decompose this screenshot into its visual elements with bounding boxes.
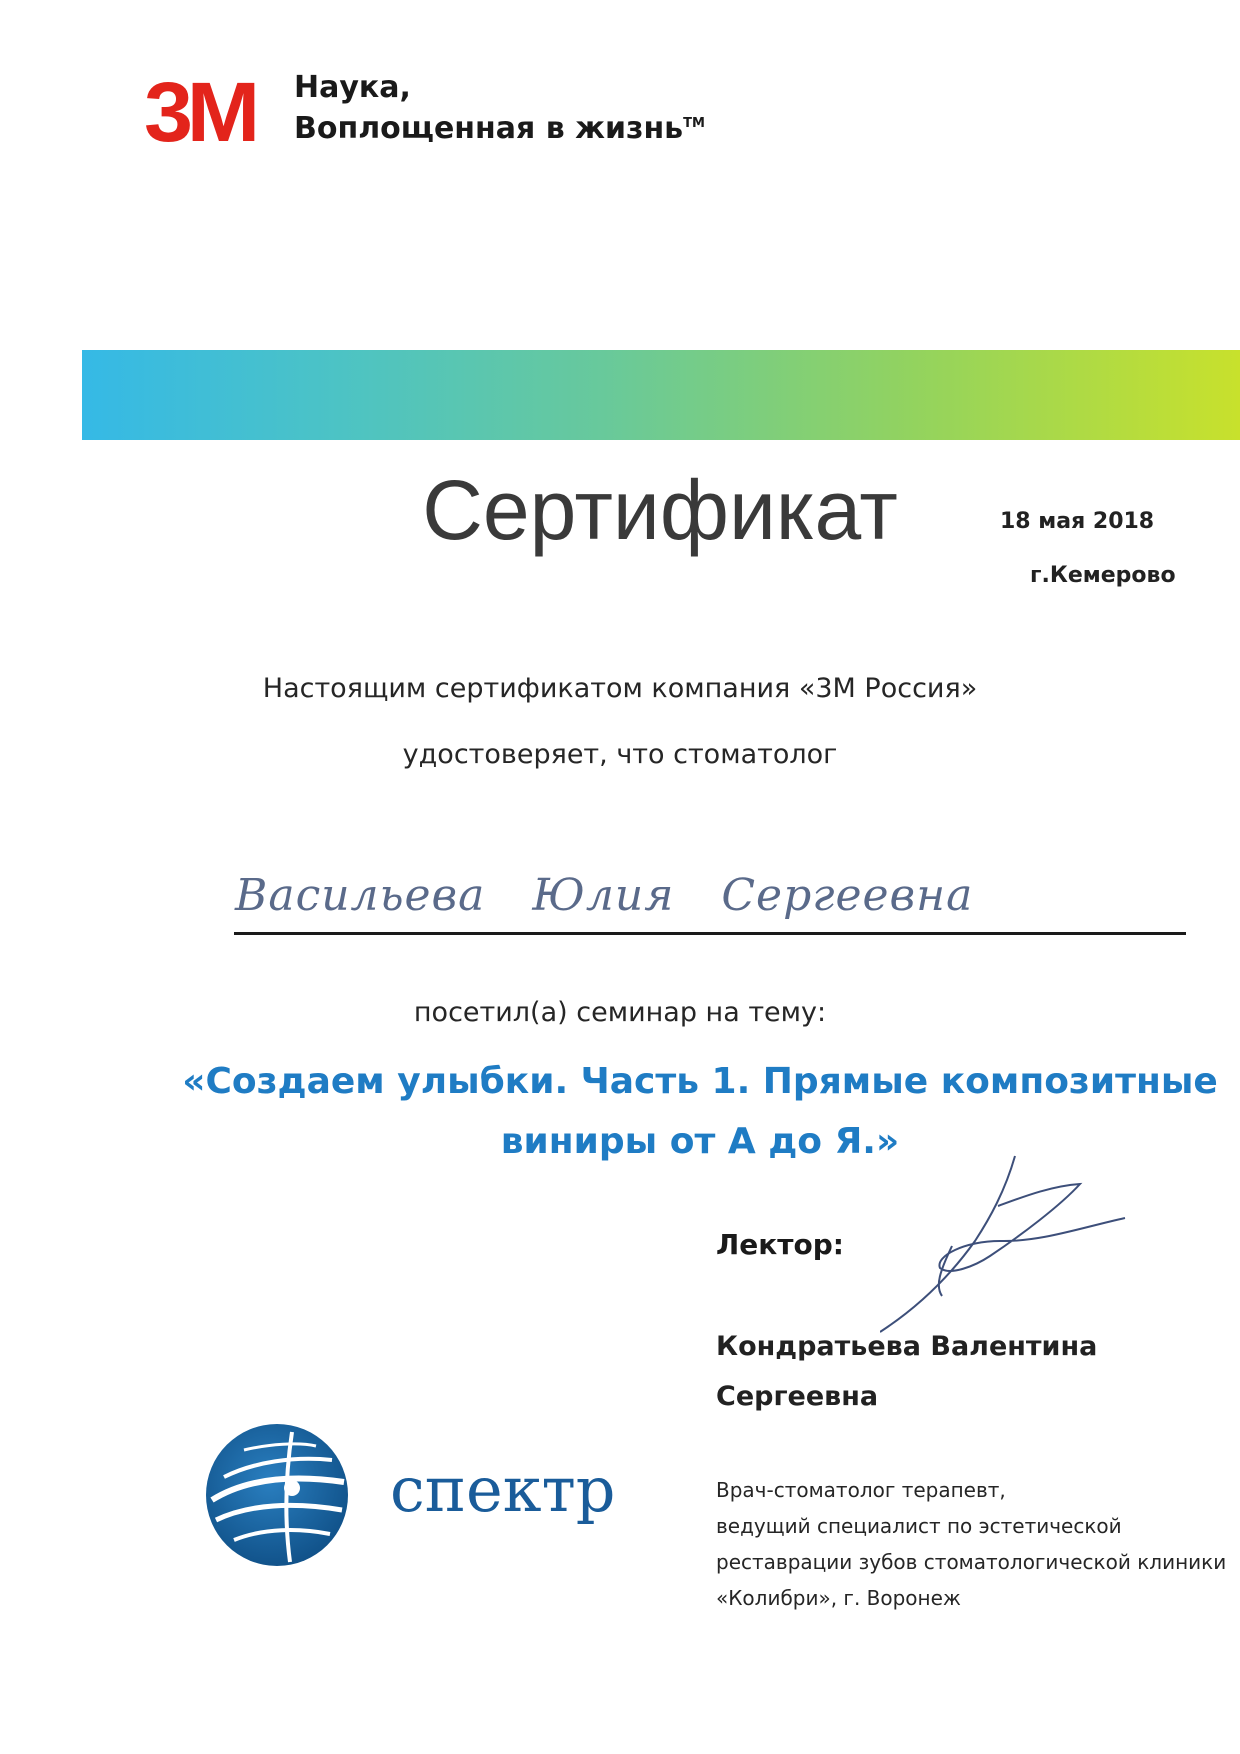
slogan-line-2 [294,106,705,147]
lector-desc-line-1: Врач-стоматолог терапевт, [716,1478,1006,1502]
lector-description [716,1472,1236,1616]
topic-line-1: «Создаем улыбки. Часть 1. Прямые композитные [182,1061,1218,1102]
lector-name [716,1322,1196,1422]
3m-logo: 3M [144,65,254,159]
intro-line-1: Настоящим сертификатом компания «3М Россия» [262,673,978,704]
certificate-title: Сертификат [422,463,898,557]
slogan [294,70,705,147]
lector-desc-line-4: «Колибри», г. Воронеж [716,1586,961,1610]
certificate-city: г.Кемерово [1030,563,1176,588]
trademark-mark: TM [683,116,705,131]
slogan-line-1: Наука, [294,70,411,105]
intro-line-2: удостоверяет, что стоматолог [402,739,838,770]
certificate-date: 18 мая 2018 [1000,509,1155,534]
recipient-name-handwritten: Васильева Юлия Сергеевна [235,870,974,921]
visited-text: посетил(а) семинар на тему: [413,997,827,1028]
lector-desc-line-3: реставрации зубов стоматологической клиники [716,1550,1227,1574]
lector-name-line-2: Сергеевна [716,1381,879,1412]
spectr-globe-icon [204,1422,350,1568]
lector-desc-line-2: ведущий специалист по эстетической [716,1514,1122,1538]
slogan-line-2-text: Воплощенная в жизнь [294,111,684,146]
topic-line-2: виниры от А до Я.» [500,1121,900,1162]
lector-signature [880,1146,1140,1346]
lector-label: Лектор: [716,1228,844,1261]
gradient-band [82,350,1240,440]
lector-name-line-1: Кондратьева Валентина [716,1331,1098,1362]
name-underline [234,932,1186,935]
spectr-logo-text: спектр [390,1453,616,1526]
